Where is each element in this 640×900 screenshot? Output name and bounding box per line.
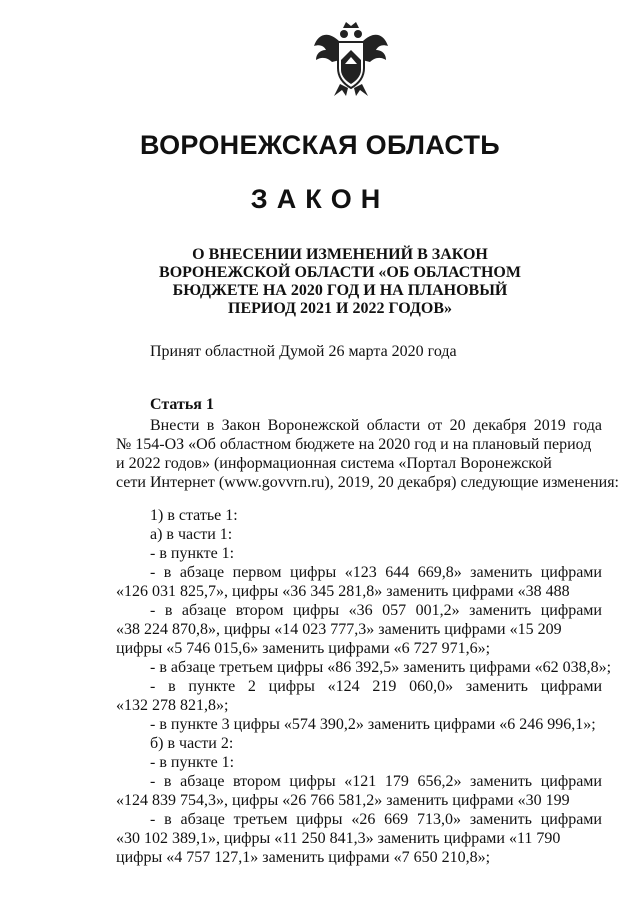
body-line: - в пункте 1: <box>150 754 235 771</box>
body-line: и 2022 годов» (информационная система «Портал Воронежской <box>116 455 552 472</box>
body-line: - в абзаце втором цифры «121 179 656,2» заменить цифрами <box>150 773 602 790</box>
law-title-line: О ВНЕСЕНИИ ИЗМЕНЕНИЙ В ЗАКОН <box>192 246 488 263</box>
body-line: - в абзаце втором цифры «36 057 001,2» заменить цифрами <box>150 602 602 619</box>
body-line: - в пункте 3 цифры «574 390,2» заменить цифрами «6 246 996,1»; <box>150 716 596 733</box>
body-line: № 154-ОЗ «Об областном бюджете на 2020 год и на плановый период <box>116 436 592 453</box>
body-line: 1) в статье 1: <box>150 507 238 524</box>
law-title-line: БЮДЖЕТЕ НА 2020 ГОД И НА ПЛАНОВЫЙ <box>172 282 508 299</box>
law-title <box>150 246 530 318</box>
body-line: а) в части 1: <box>150 526 233 543</box>
body-line: - в абзаце третьем цифры «86 392,5» заменить цифрами «62 038,8»; <box>150 659 612 676</box>
body-line: цифры «4 757 127,1» заменить цифрами «7 650 210,8»; <box>116 849 491 866</box>
body-line: - в пункте 1: <box>150 545 235 562</box>
region-name: ВОРОНЕЖСКАЯ ОБЛАСТЬ <box>139 130 501 160</box>
law-title-line: ВОРОНЕЖСКОЙ ОБЛАСТИ «ОБ ОБЛАСТНОМ <box>159 264 521 281</box>
body-line: Внести в Закон Воронежской области от 20 декабря 2019 года <box>150 417 602 434</box>
article-heading: Статья 1 <box>150 396 214 413</box>
body-line: «30 102 389,1», цифры «11 250 841,3» заменить цифрами «11 790 <box>116 830 561 847</box>
document-type: ЗАКОН <box>250 184 390 214</box>
body-line: сети Интернет (www.govvrn.ru), 2019, 20 декабря) следующие изменения: <box>116 474 619 491</box>
body-line: «124 839 754,3», цифры «26 766 581,2» заменить цифрами «30 199 <box>116 792 570 809</box>
body-line: «126 031 825,7», цифры «36 345 281,8» заменить цифрами «38 488 <box>116 583 570 600</box>
body-line: «132 278 821,8»; <box>116 697 229 714</box>
adoption-note: Принят областной Думой 26 марта 2020 года <box>150 343 457 360</box>
body-line: «38 224 870,8», цифры «14 023 777,3» заменить цифрами «15 209 <box>116 621 562 638</box>
paragraph-gap <box>116 492 602 506</box>
law-title-line: ПЕРИОД 2021 И 2022 ГОДОВ» <box>228 300 452 317</box>
body-line: цифры «5 746 015,6» заменить цифрами «6 727 971,6»; <box>116 640 491 657</box>
article-body <box>116 416 619 867</box>
body-line: - в абзаце первом цифры «123 644 669,8» заменить цифрами <box>150 564 602 581</box>
coat-of-arms-icon <box>310 20 392 98</box>
body-line: - в пункте 2 цифры «124 219 060,0» заменить цифрами <box>150 678 602 695</box>
body-line: - в абзаце третьем цифры «26 669 713,0» заменить цифрами <box>150 811 602 828</box>
body-line: б) в части 2: <box>150 735 234 752</box>
